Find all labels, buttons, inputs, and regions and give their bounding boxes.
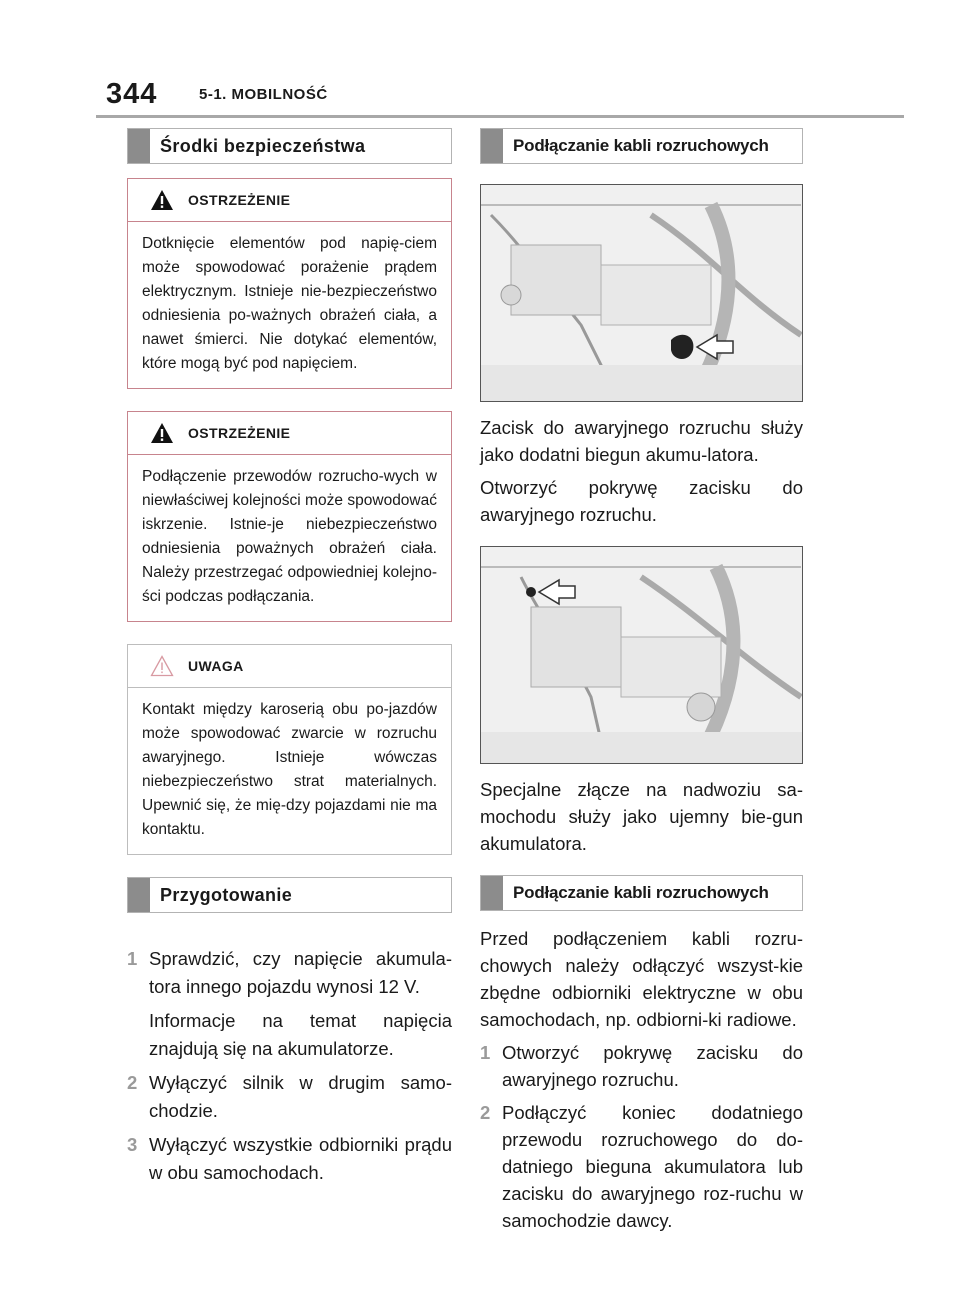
- heading-jump-cables-text: Podłączanie kabli rozruchowych: [513, 136, 769, 155]
- engine-bay-photo-ground: [480, 546, 803, 764]
- engine-bay-illustration: [481, 185, 802, 401]
- engine-bay-illustration: [481, 547, 802, 763]
- step-item: [127, 945, 452, 1001]
- step-number: 1: [480, 1042, 491, 1063]
- step-number: 2: [127, 1072, 138, 1093]
- paragraph-disconnect-consumers: Przed podłączeniem kabli rozru-chowych należy odłączyć wszyst-kie zbędne odbiorniki elektryczne w obu samochodach, np. odbiorni-ki radiowe.: [480, 928, 803, 1030]
- paragraph-ground-point: Specjalne złącze na nadwoziu sa-mochodu służy jako ujemny bie-gun akumulatora.: [480, 779, 803, 854]
- warning-box-electric: [127, 178, 452, 389]
- section-title: 5-1. MOBILNOŚĆ: [199, 86, 328, 103]
- step-text: Wyłączyć wszystkie odbiorniki prądu w obu samochodach.: [149, 1134, 452, 1183]
- heading-preparation-text: Przygotowanie: [160, 884, 293, 905]
- step-text: Wyłączyć silnik w drugim samo-chodzie.: [149, 1072, 452, 1121]
- step-text: Sprawdzić, czy napięcie akumula-tora innego pojazdu wynosi 12 V.: [149, 948, 452, 997]
- step-note: Informacje na temat napięcia znajdują się na akumulatorze.: [149, 1010, 452, 1059]
- notice-triangle-icon: [150, 655, 174, 677]
- step-number: 3: [127, 1134, 138, 1155]
- right-column: [480, 128, 803, 1240]
- step-item: [480, 1099, 803, 1234]
- warning-triangle-icon: [150, 189, 174, 211]
- engine-bay-photo-positive: [480, 184, 803, 402]
- heading-jump-cables-2: [480, 875, 803, 911]
- warning-box-head: [128, 179, 451, 222]
- notice-title: UWAGA: [188, 658, 244, 674]
- warning-box-head: [128, 412, 451, 455]
- heading-marker: [481, 129, 503, 163]
- notice-text: Kontakt między karoserią obu po-jazdów może spowodować zwarcie w rozruchu awaryjnego. Istnieje wówczas niebezpieczeństwo strat materialnych. Upewnić się, że mię-dzy pojazdami nie ma kontaktu.: [142, 701, 437, 838]
- warning-text: Dotknięcie elementów pod napię-ciem może spowodować porażenie prądem elektrycznym. Istnieje nie-bezpieczeństwo odniesienia po-ważnych obrażeń ciała, a nawet śmierci. Nie dotykać elementów, które mogą być pod napięciem.: [142, 235, 437, 372]
- heading-jump-cables-1: [480, 128, 803, 164]
- page-number: 344: [106, 78, 158, 110]
- step-item: [127, 1069, 452, 1125]
- paragraph-open-cover: Otworzyć pokrywę zacisku do awaryjnego rozruchu.: [480, 477, 803, 525]
- warning-triangle-icon: [150, 422, 174, 444]
- step-item: [480, 1039, 803, 1093]
- step-number: 2: [480, 1102, 491, 1123]
- left-column: [127, 128, 452, 1193]
- step-text: Otworzyć pokrywę zacisku do awaryjnego rozruchu.: [502, 1042, 803, 1090]
- heading-jump-cables-text: Podłączanie kabli rozruchowych: [513, 883, 769, 902]
- header-rule: [96, 115, 904, 118]
- page-header: [96, 78, 904, 118]
- step-number: 1: [127, 948, 138, 969]
- step-text: Podłączyć koniec dodatniego przewodu rozruchowego do do-datniego bieguna akumulatora lub zacisku do awaryjnego roz-ruchu w samochodzie dawcy.: [502, 1102, 803, 1231]
- heading-marker: [128, 878, 150, 912]
- heading-marker: [128, 129, 150, 163]
- warning-title: OSTRZEŻENIE: [188, 425, 291, 441]
- heading-safety: [127, 128, 452, 164]
- heading-marker: [481, 876, 503, 910]
- paragraph-positive-terminal: Zacisk do awaryjnego rozruchu służy jako dodatni biegun akumu-latora.: [480, 417, 803, 465]
- preparation-steps: [127, 945, 452, 1187]
- step-item: [127, 1131, 452, 1187]
- warning-text: Podłączenie przewodów rozrucho-wych w niewłaściwej kolejności może spowodować iskrzenie. Istnie-je niebezpieczeństwo odniesienia poważnych obrażeń ciała. Należy przestrzegać odpowiedniej kolejno-ści podczas podłączania.: [142, 468, 437, 605]
- notice-box-head: [128, 645, 451, 688]
- heading-preparation: [127, 877, 452, 913]
- heading-safety-text: Środki bezpieczeństwa: [160, 135, 366, 156]
- warning-box-sequence: [127, 411, 452, 622]
- warning-title: OSTRZEŻENIE: [188, 192, 291, 208]
- notice-box: [127, 644, 452, 855]
